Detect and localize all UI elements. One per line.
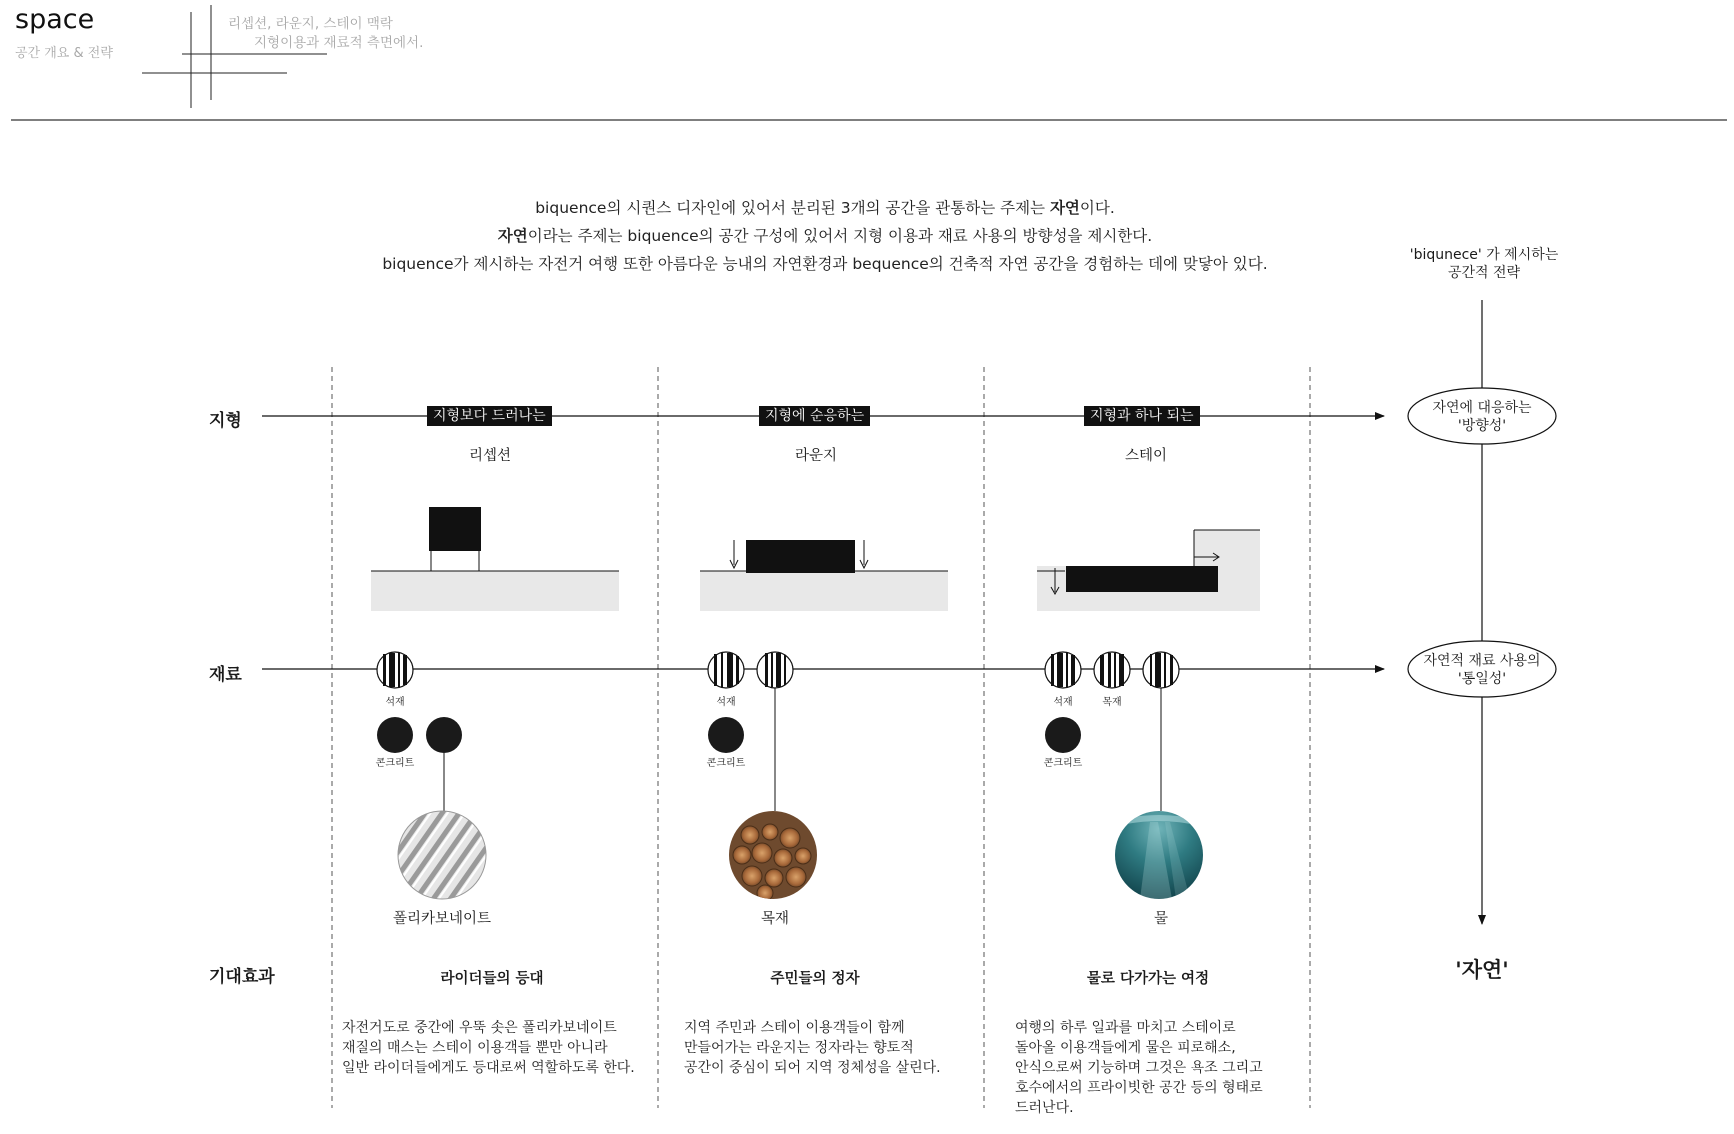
polycarbonate-image	[396, 809, 488, 901]
column-3-tag: 지형과 하나 되는	[1084, 406, 1200, 426]
strategy-heading: 'biqunece' 가 제시하는 공간적 전략	[1409, 247, 1559, 281]
column-3-space-name: 스테이	[1124, 448, 1168, 464]
concrete-icon	[377, 717, 413, 753]
water-image	[1115, 811, 1203, 899]
column-3-effect-text: 여행의 하루 일과를 마치고 스테이로 돌아올 이용객들에게 물은 피로해소, 안식으로써 기능하며 그것은 욕조 그리고 호수에서의 프라이빗한 공간 등의 형태로 드러난다.	[1015, 1020, 1263, 1116]
column-2-concrete-label: 콘크리트	[706, 758, 746, 769]
context-line-1: 리셉션, 라운지, 스테이 맥락	[228, 16, 393, 32]
column-1-effect-text: 자전거도로 중간에 우뚝 솟은 폴리카보네이트 재질의 매스는 스테이 이용객들 뿐만 아니라 일반 라이더들에게도 등대로써 역할하도록 한다.	[342, 1020, 635, 1076]
column-1-space-name: 리셉션	[468, 448, 512, 464]
column-2-main-material: 목재	[760, 911, 789, 927]
page-subtitle: 공간 개요 & 전략	[15, 46, 113, 61]
reception-section-diagram	[371, 507, 619, 611]
strategy-node-direction-label: 자연에 대응하는 '방향성'	[1432, 400, 1532, 434]
wood-logs-image	[729, 811, 817, 901]
row-label-terrain: 지형	[209, 411, 242, 431]
column-2-material-label: 석재	[716, 697, 736, 708]
wood-pattern-icon	[1094, 652, 1130, 688]
column-1-concrete-label: 콘크리트	[375, 758, 415, 769]
stone-icon	[708, 652, 744, 688]
lounge-section-diagram	[700, 540, 948, 611]
column-1-main-material: 폴리카보네이트	[392, 911, 492, 927]
page-title: space	[15, 4, 95, 35]
intro-line-3: biquence가 제시하는 자전거 여행 또한 아름다운 능내의 자연환경과 bequence의 건축적 자연 공간을 경험하는 데에 맞닿아 있다.	[382, 255, 1268, 273]
column-2-effect-text: 지역 주민과 스테이 이용객들이 함께 만들어가는 라운지는 정자라는 향토적 공간이 중심이 되어 지역 정체성을 살린다.	[684, 1020, 941, 1076]
column-2-space-name: 라운지	[794, 448, 838, 464]
column-1-tag: 지형보다 드러나는	[427, 406, 552, 426]
stay-section-diagram	[1037, 530, 1260, 611]
row-label-material: 재료	[209, 665, 242, 685]
strategy-node-unity-label: 자연적 재료 사용의 '통일성'	[1423, 653, 1541, 687]
column-3-concrete-label: 콘크리트	[1043, 758, 1083, 769]
concrete-icon	[1045, 717, 1081, 753]
stone-icon	[377, 652, 413, 688]
column-2-tag: 지형에 순응하는	[759, 406, 870, 426]
column-3-material-label: 석재	[1053, 697, 1073, 708]
intro-line-2: 자연이라는 주제는 biquence의 공간 구성에 있어서 지형 이용과 재료 사용의 방향성을 제시한다.	[497, 227, 1153, 245]
column-3-effect-title: 물로 다가가는 여정	[1086, 971, 1210, 987]
concrete-icon	[708, 717, 744, 753]
intro-line-1: biquence의 시퀀스 디자인에 있어서 분리된 3개의 공간을 관통하는 주제는 자연이다.	[535, 199, 1115, 217]
row-label-effect: 기대효과	[209, 967, 275, 987]
column-3-main-material: 물	[1153, 911, 1168, 927]
column-2-effect-title: 주민들의 정자	[770, 971, 860, 987]
polycarbonate-dot-icon	[426, 717, 462, 753]
stone-icon	[1045, 652, 1081, 688]
wood-pattern-icon	[757, 652, 793, 688]
water-pattern-icon	[1143, 652, 1179, 688]
column-3-material-label-2: 목재	[1102, 697, 1122, 708]
context-line-2: 지형이용과 재료적 측면에서.	[254, 35, 424, 51]
column-1-material-label: 석재	[385, 697, 405, 708]
strategy-conclusion: '자연'	[1455, 958, 1509, 982]
column-1-effect-title: 라이더들의 등대	[440, 971, 544, 987]
